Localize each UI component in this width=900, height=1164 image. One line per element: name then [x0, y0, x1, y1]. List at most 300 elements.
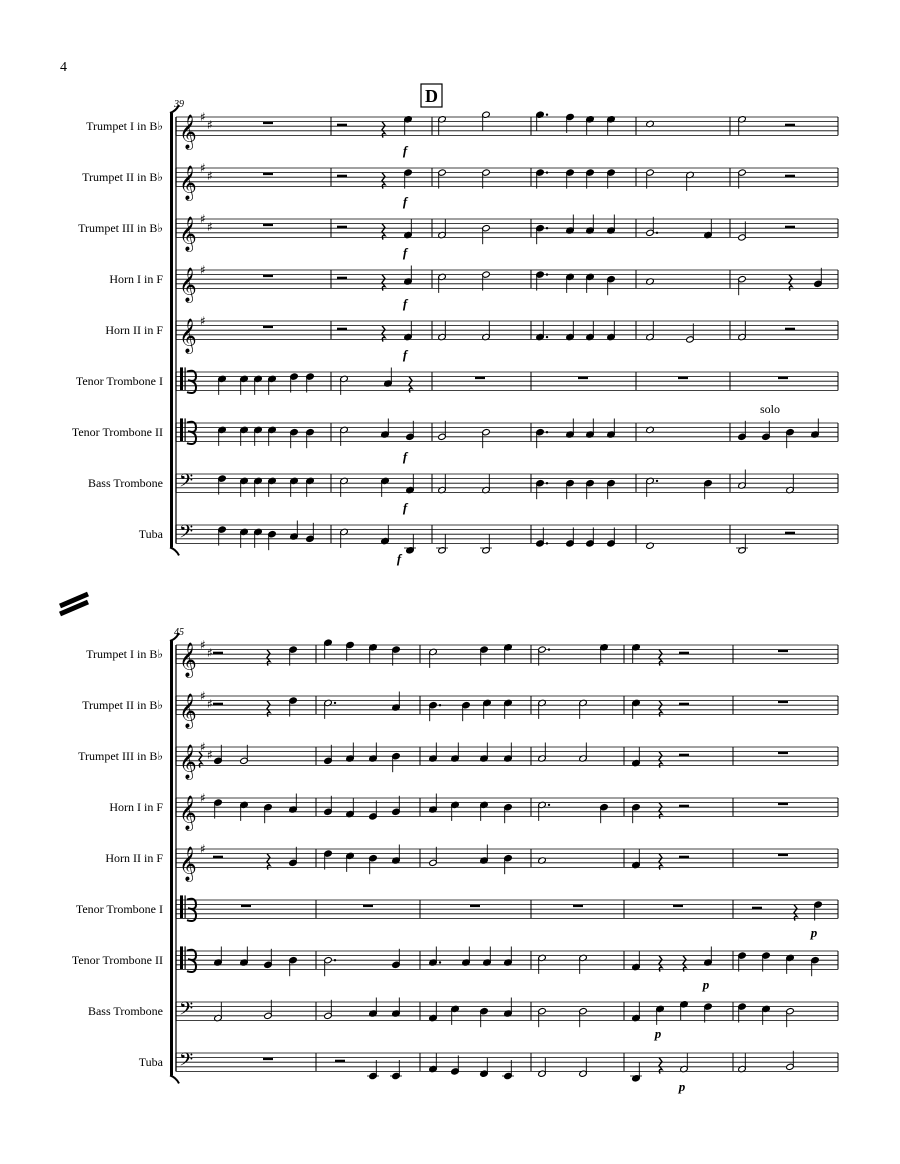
sharp-icon: ♯	[200, 161, 206, 175]
system-bracket	[170, 113, 173, 547]
note	[586, 116, 595, 136]
sharp-icon: ♯	[200, 263, 206, 277]
note	[289, 697, 298, 717]
whole-rest	[263, 275, 273, 278]
note	[538, 646, 550, 666]
note	[480, 743, 489, 763]
half-rest	[679, 856, 689, 859]
dynamic-piano: p	[678, 1079, 686, 1094]
half-rest	[785, 175, 795, 178]
note	[480, 801, 489, 821]
instrument-label: Horn I in F	[109, 800, 163, 815]
note	[811, 957, 820, 977]
note	[738, 421, 747, 441]
note	[240, 801, 249, 821]
note	[384, 368, 393, 388]
instrument-label: Tuba	[138, 1055, 163, 1070]
instrument-label: Trumpet I in B♭	[86, 647, 163, 662]
instrument-label: Tenor Trombone I	[75, 374, 163, 389]
note	[566, 273, 575, 293]
note	[738, 1053, 747, 1073]
instrument-label: Tuba	[138, 527, 163, 542]
note	[480, 646, 489, 666]
note	[324, 1000, 333, 1020]
whole-rest	[263, 122, 273, 125]
note	[480, 845, 489, 865]
whole-rest	[778, 854, 788, 857]
note	[392, 796, 401, 816]
note	[369, 743, 378, 763]
half-rest	[213, 652, 223, 655]
sharp-icon: ♯	[207, 747, 213, 762]
sharp-icon: ♯	[200, 842, 206, 856]
note	[404, 266, 413, 286]
note	[404, 321, 413, 341]
note	[438, 321, 447, 341]
instrument-label: Trumpet I in B♭	[86, 119, 163, 134]
note	[646, 217, 658, 237]
note	[686, 171, 695, 191]
note	[390, 1060, 402, 1080]
note	[504, 743, 513, 763]
instrument-label: Trumpet III in B♭	[78, 749, 163, 764]
note	[404, 116, 413, 136]
note	[586, 527, 595, 547]
note	[536, 225, 548, 245]
note	[214, 947, 223, 967]
dynamic-piano: p	[810, 925, 818, 940]
staff	[176, 212, 838, 252]
note	[786, 474, 795, 494]
note	[738, 1003, 747, 1023]
note	[369, 855, 378, 875]
note	[306, 477, 315, 497]
note	[632, 849, 641, 869]
note	[480, 1008, 489, 1028]
note	[536, 527, 548, 547]
note	[786, 954, 795, 974]
tenor-clef-icon	[180, 895, 196, 921]
note	[786, 1051, 795, 1071]
note	[438, 421, 447, 441]
note	[738, 321, 747, 341]
sharp-icon: ♯	[200, 212, 206, 226]
note	[538, 743, 547, 763]
note	[646, 477, 658, 497]
sharp-icon: ♯	[207, 696, 213, 711]
note	[290, 477, 299, 497]
half-rest	[785, 532, 795, 535]
note	[579, 954, 588, 974]
note	[579, 743, 588, 763]
note	[381, 477, 390, 497]
treble-clef-icon: 𝄞	[179, 165, 197, 201]
note	[369, 800, 378, 820]
note	[607, 321, 616, 341]
note	[482, 474, 491, 494]
treble-clef-icon: 𝄞	[179, 216, 197, 252]
note	[738, 470, 747, 490]
sharp-icon: ♯	[207, 117, 213, 132]
note	[482, 271, 491, 291]
note	[240, 528, 249, 548]
note	[340, 375, 349, 395]
whole-rest	[363, 905, 373, 908]
note	[324, 850, 333, 870]
sharp-icon: ♯	[207, 168, 213, 183]
note	[762, 952, 771, 972]
note	[429, 1053, 438, 1073]
note	[268, 375, 277, 395]
note	[704, 1003, 713, 1023]
note	[429, 702, 441, 722]
note	[429, 648, 438, 668]
note	[392, 949, 401, 969]
note	[632, 1002, 641, 1022]
note	[811, 419, 820, 439]
note	[646, 321, 655, 341]
note	[579, 1058, 588, 1078]
instrument-label: Trumpet III in B♭	[78, 221, 163, 236]
note	[367, 1060, 379, 1080]
note	[607, 419, 616, 439]
whole-rest	[263, 326, 273, 329]
sharp-icon: ♯	[200, 110, 206, 124]
bracket-hook-bottom	[170, 1075, 179, 1083]
note	[607, 480, 616, 500]
note	[646, 169, 655, 189]
note	[369, 998, 378, 1018]
note	[762, 421, 771, 441]
note	[324, 796, 333, 816]
note	[289, 847, 298, 867]
note	[704, 947, 713, 967]
note	[704, 480, 713, 500]
note	[381, 525, 390, 545]
note	[451, 1005, 460, 1025]
note	[346, 798, 355, 818]
note	[324, 957, 336, 977]
treble-clef-icon: 𝄞	[179, 318, 197, 354]
half-rest	[679, 703, 689, 706]
note	[607, 215, 616, 235]
note	[438, 474, 447, 494]
note	[607, 276, 616, 296]
note	[289, 646, 298, 666]
note	[632, 804, 641, 824]
staff	[176, 842, 838, 882]
note	[264, 1000, 273, 1020]
system-bracket	[170, 641, 173, 1075]
note	[632, 644, 641, 664]
staff	[176, 471, 838, 496]
note	[218, 375, 227, 395]
half-rest	[785, 124, 795, 127]
half-rest	[335, 1060, 345, 1063]
instrument-label: Horn II in F	[105, 323, 163, 338]
whole-rest	[778, 752, 788, 755]
note	[536, 321, 548, 341]
note	[324, 699, 336, 719]
note	[438, 219, 447, 239]
rehearsal-mark: D	[425, 86, 438, 106]
note	[504, 644, 513, 664]
note	[786, 1008, 795, 1028]
half-rest	[679, 805, 689, 808]
note	[566, 113, 575, 133]
note	[438, 116, 447, 136]
half-rest	[679, 652, 689, 655]
whole-rest	[778, 701, 788, 704]
note	[656, 1005, 665, 1025]
half-rest	[337, 328, 347, 331]
sharp-icon: ♯	[200, 314, 206, 328]
note	[340, 426, 349, 446]
whole-rest	[475, 377, 485, 380]
note	[579, 699, 588, 719]
dynamic-piano: p	[702, 977, 710, 992]
note	[218, 526, 227, 546]
note	[632, 747, 641, 767]
note	[438, 169, 447, 189]
note	[429, 847, 438, 867]
instrument-label: Horn I in F	[109, 272, 163, 287]
note	[451, 1055, 460, 1075]
system	[72, 627, 184, 1083]
note	[538, 699, 547, 719]
whole-rest	[673, 905, 683, 908]
note	[600, 804, 609, 824]
bass-clef-icon: 𝄢	[179, 998, 194, 1024]
note	[600, 644, 609, 664]
dynamic-piano: p	[654, 1026, 662, 1041]
note	[586, 215, 595, 235]
whole-rest	[470, 905, 480, 908]
note	[268, 477, 277, 497]
note	[404, 219, 413, 239]
note	[264, 949, 273, 969]
whole-rest	[263, 1058, 273, 1061]
note	[814, 901, 823, 921]
instrument-label: Trumpet II in B♭	[82, 698, 163, 713]
note	[369, 644, 378, 664]
note	[536, 480, 548, 500]
half-rest	[337, 175, 347, 178]
note	[536, 429, 548, 449]
sharp-icon: ♯	[200, 740, 206, 754]
treble-clef-icon: 𝄞	[179, 846, 197, 882]
bass-clef-icon: 𝄢	[179, 470, 194, 496]
note	[306, 429, 315, 449]
note	[566, 321, 575, 341]
note	[566, 169, 575, 189]
note	[429, 1002, 438, 1022]
note	[607, 527, 616, 547]
note	[607, 116, 616, 136]
sharp-icon: ♯	[200, 638, 206, 652]
note	[538, 1008, 547, 1028]
note	[538, 954, 547, 974]
note	[214, 745, 223, 765]
note	[240, 375, 249, 395]
note	[566, 480, 575, 500]
tenor-clef-icon	[180, 418, 196, 444]
note	[429, 794, 438, 814]
note	[738, 276, 747, 296]
note	[254, 375, 263, 395]
dynamic-forte: f	[402, 143, 408, 158]
note	[254, 426, 263, 446]
instrument-label: Horn II in F	[105, 851, 163, 866]
note	[392, 998, 401, 1018]
staff	[176, 689, 838, 729]
note	[404, 534, 416, 554]
instrument-label: Tenor Trombone II	[71, 425, 163, 440]
whole-rest	[678, 377, 688, 380]
note	[436, 534, 448, 554]
whole-rest	[573, 905, 583, 908]
note	[381, 419, 390, 439]
measure-number: 45	[174, 627, 184, 638]
note	[392, 753, 401, 773]
note	[268, 426, 277, 446]
note	[240, 745, 249, 765]
note	[346, 852, 355, 872]
note	[607, 169, 616, 189]
note	[214, 1002, 223, 1022]
note	[462, 947, 471, 967]
note	[504, 855, 513, 875]
note	[504, 998, 513, 1018]
note	[289, 957, 298, 977]
note	[240, 947, 249, 967]
note	[536, 169, 548, 189]
half-rest	[337, 277, 347, 280]
note	[632, 951, 641, 971]
note	[586, 169, 595, 189]
dynamic-forte: f	[402, 347, 408, 362]
note	[392, 692, 401, 712]
note	[686, 323, 695, 343]
half-rest	[337, 124, 347, 127]
note	[738, 116, 747, 136]
note	[680, 1001, 689, 1021]
sharp-icon: ♯	[207, 645, 213, 660]
note	[586, 273, 595, 293]
staff	[176, 791, 838, 831]
note	[704, 219, 713, 239]
sharp-icon: ♯	[200, 689, 206, 703]
note	[566, 527, 575, 547]
half-rest	[679, 754, 689, 757]
sharp-icon: ♯	[207, 219, 213, 234]
dynamic-forte: f	[402, 194, 408, 209]
note	[346, 641, 355, 661]
treble-clef-icon: 𝄞	[179, 642, 197, 678]
note	[786, 429, 795, 449]
note	[404, 169, 413, 189]
note	[306, 523, 315, 543]
note	[504, 947, 513, 967]
note	[438, 273, 447, 293]
note	[814, 268, 823, 288]
note	[429, 947, 441, 967]
note	[482, 111, 491, 131]
system-separator-icon	[60, 594, 88, 614]
note	[579, 1008, 588, 1028]
half-rest	[213, 703, 223, 706]
treble-clef-icon: 𝄞	[179, 114, 197, 150]
note	[340, 477, 349, 497]
half-rest	[337, 226, 347, 229]
note	[482, 169, 491, 189]
system	[72, 99, 184, 555]
dynamic-forte: f	[402, 449, 408, 464]
note	[290, 429, 299, 449]
note	[324, 745, 333, 765]
whole-rest	[778, 650, 788, 653]
bracket-hook-bottom	[170, 547, 179, 555]
page-number: 4	[60, 60, 67, 75]
instrument-label: Tenor Trombone I	[75, 902, 163, 917]
tenor-clef-icon	[180, 946, 196, 972]
note	[290, 373, 299, 393]
note	[482, 225, 491, 245]
staff	[176, 638, 838, 678]
note	[290, 521, 299, 541]
half-rest	[752, 907, 762, 910]
note	[240, 477, 249, 497]
whole-rest	[778, 803, 788, 806]
bass-clef-icon: 𝄢	[179, 1049, 194, 1075]
note	[482, 321, 491, 341]
treble-clef-icon: 𝄞	[179, 744, 197, 780]
note	[483, 699, 492, 719]
note	[630, 1062, 642, 1082]
half-rest	[785, 226, 795, 229]
note	[586, 480, 595, 500]
note	[254, 528, 263, 548]
note	[218, 426, 227, 446]
note	[451, 801, 460, 821]
whole-rest	[578, 377, 588, 380]
instrument-label: Tenor Trombone II	[71, 953, 163, 968]
note	[566, 215, 575, 235]
whole-rest	[778, 377, 788, 380]
note	[289, 794, 298, 814]
note	[480, 1058, 489, 1078]
treble-clef-icon: 𝄞	[179, 795, 197, 831]
note	[340, 528, 349, 548]
bass-clef-icon: 𝄢	[179, 521, 194, 547]
note	[762, 1005, 771, 1025]
note	[504, 804, 513, 824]
note	[406, 421, 415, 441]
staff	[176, 314, 838, 354]
note	[218, 475, 227, 495]
note	[254, 477, 263, 497]
note	[392, 646, 401, 666]
whole-rest	[263, 173, 273, 176]
note	[483, 947, 492, 967]
note	[536, 271, 548, 291]
note	[392, 845, 401, 865]
note	[536, 111, 548, 131]
note	[738, 169, 747, 189]
instrument-label: Bass Trombone	[87, 1004, 163, 1019]
treble-clef-icon: 𝄞	[179, 693, 197, 729]
note	[736, 534, 748, 554]
